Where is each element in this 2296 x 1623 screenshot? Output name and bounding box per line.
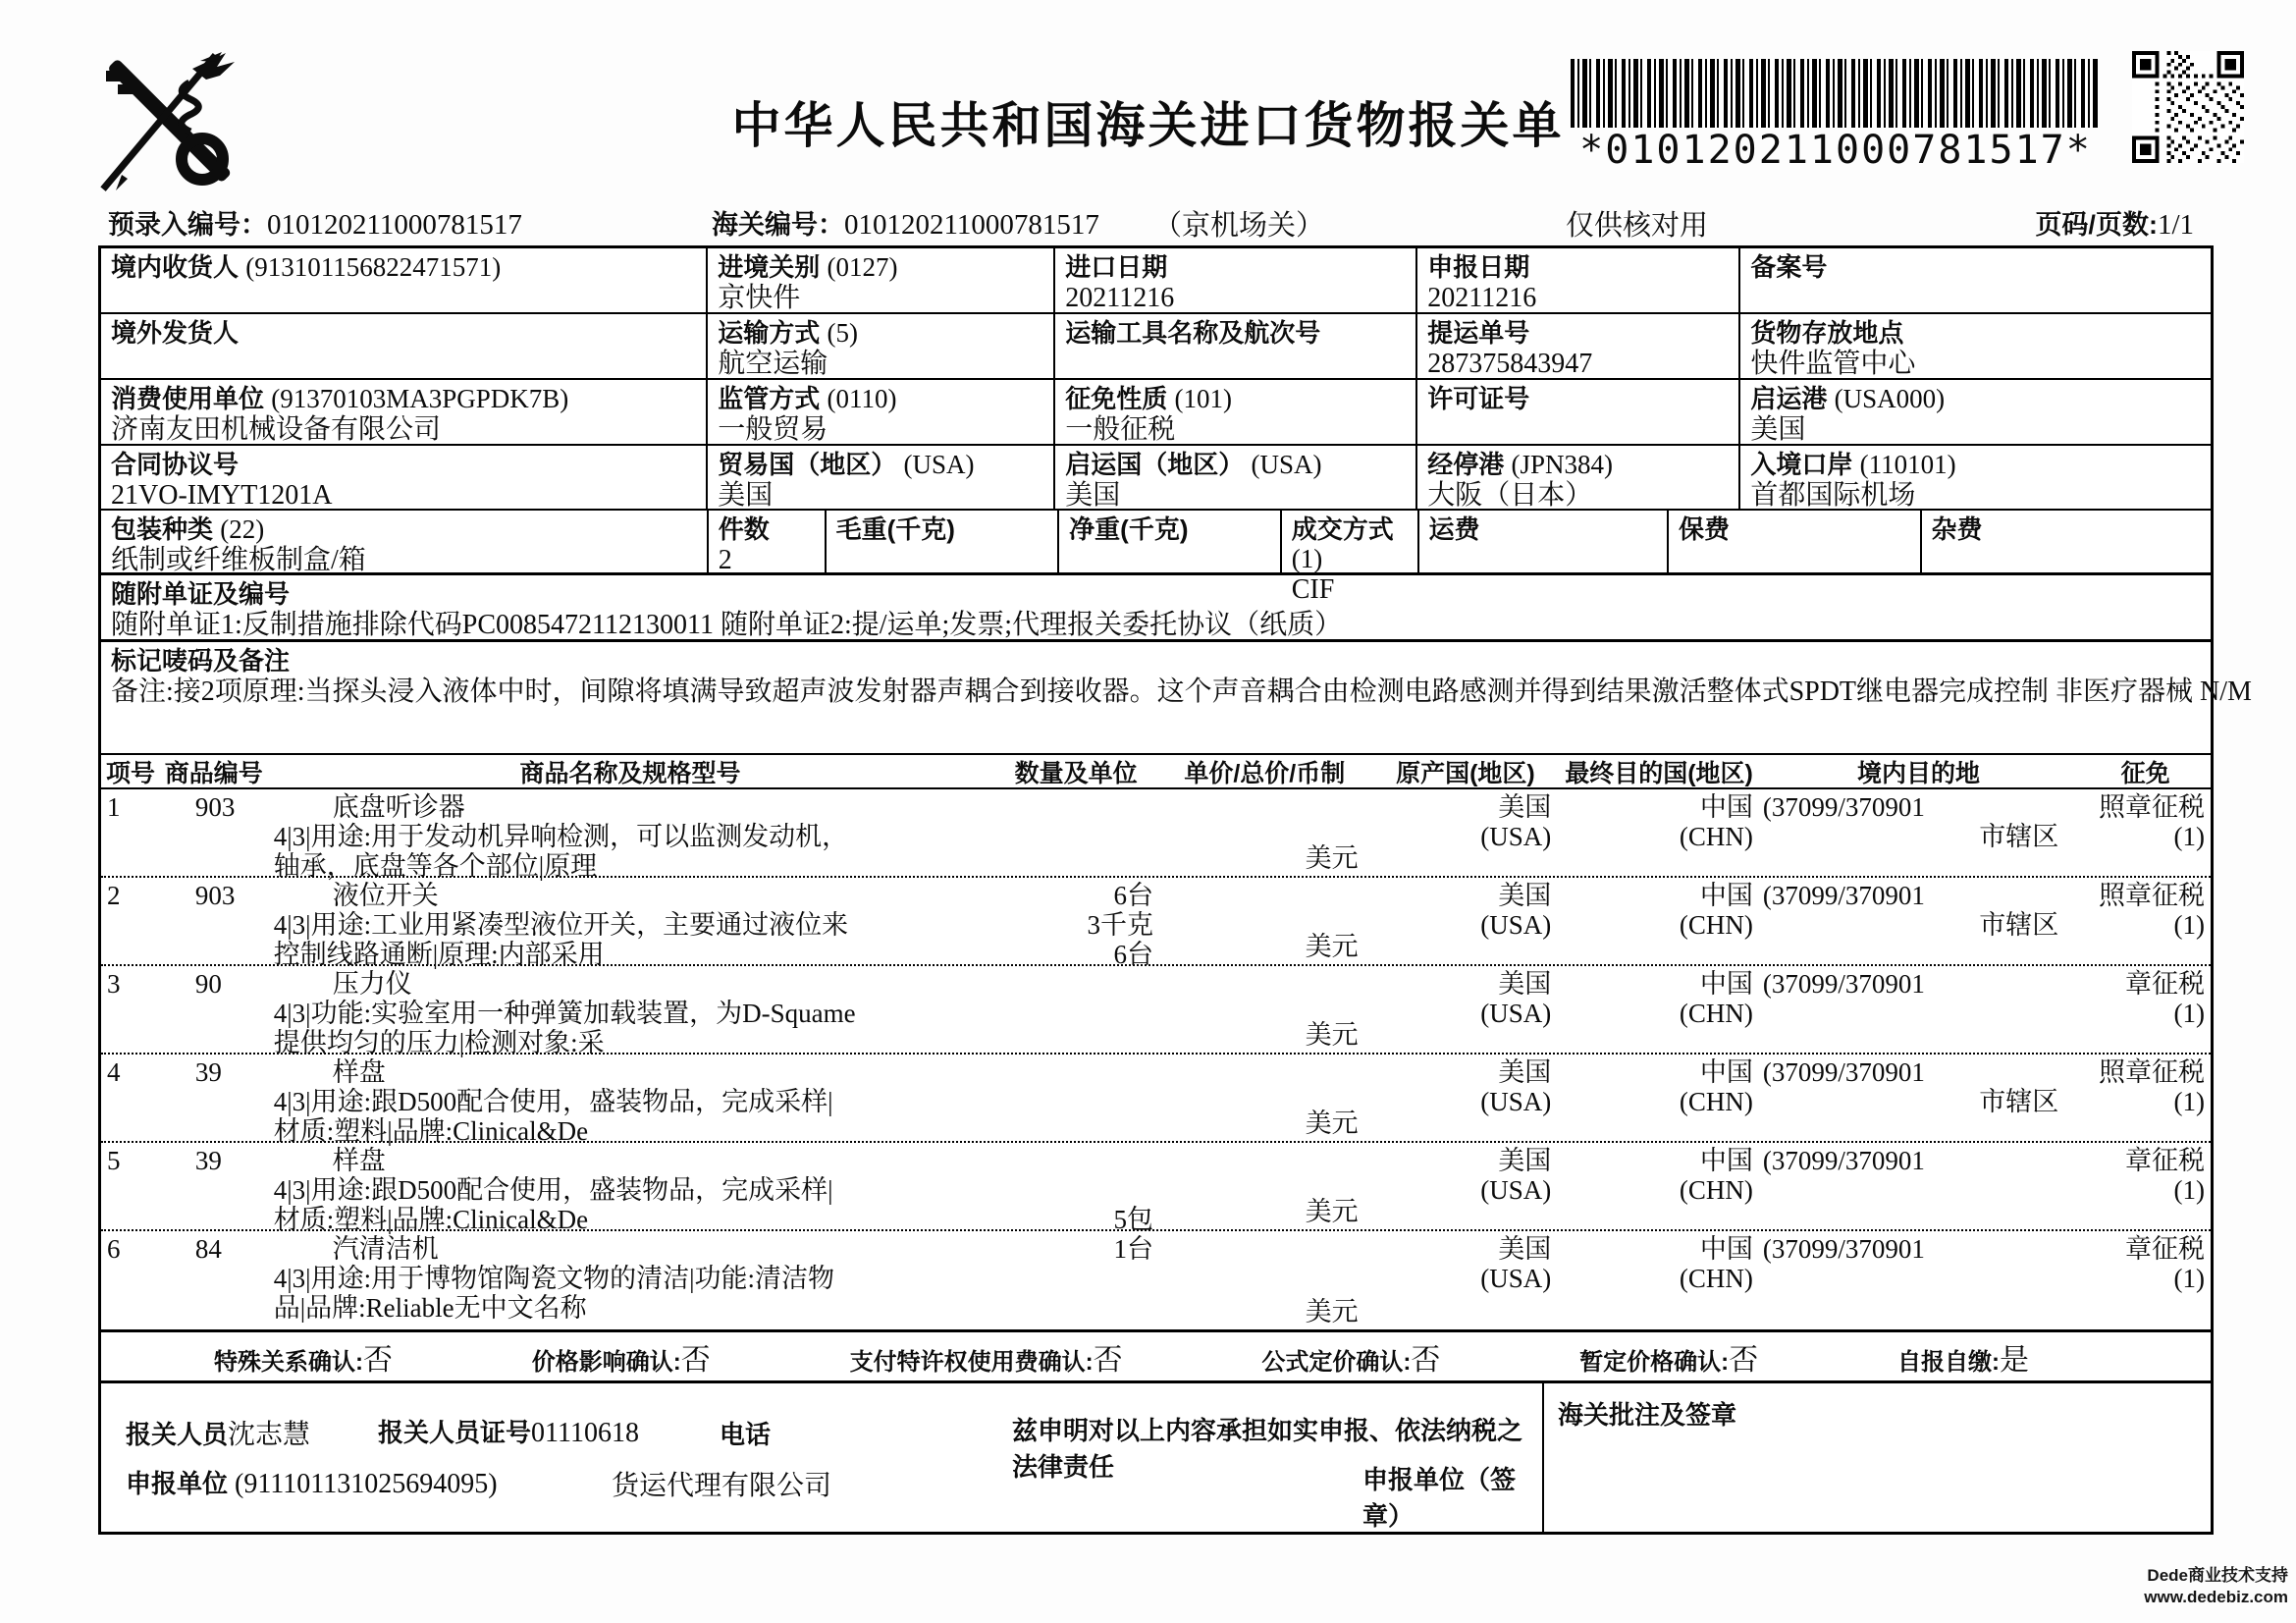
field-transaction-mode-label: 成交方式: [1291, 514, 1394, 544]
field-gross-weight-label: 毛重(千克): [835, 514, 955, 544]
goods-row-1: [101, 789, 2211, 881]
field-entry-port-value: 首都国际机场: [1750, 480, 1916, 511]
goods-origin-code: (USA): [1480, 822, 1552, 851]
field-departure-port-code: (USA000): [1834, 384, 1946, 413]
page-title: 中华人民共和国海关进口货物报关单: [731, 98, 1565, 153]
pre-entry-no: [108, 203, 522, 242]
field-package-type: [101, 511, 709, 575]
goods-qty-line: [998, 1264, 1153, 1293]
goods-no: 6: [107, 1234, 121, 1264]
field-marks-notes-value: 备注:接2项原理:当探头浸入液体中时，间隙将填满导致超声波发射器声耦合到接收器。这个声音耦合由检测电路感测并得到结果激活整体式SPDT继电器完成控制 非医疗器械 N/M: [111, 676, 2252, 707]
field-trade-country-label: 贸易国（地区）: [718, 450, 897, 479]
field-trade-country-value: 美国: [718, 480, 774, 511]
declarant-label: 报关人员: [126, 1420, 229, 1449]
form-row-attached-docs: [101, 575, 2211, 642]
field-declare-date: [1417, 248, 1740, 312]
goods-qty-line: 1台: [1113, 1234, 1153, 1264]
field-levy-nature: [1055, 380, 1417, 444]
goods-currency: 美元: [1305, 932, 1359, 961]
goods-name-line: 4|3|功能:实验室用一种弹簧加载装置，为D-Squame: [273, 999, 856, 1028]
field-marks-notes: [101, 642, 2252, 753]
goods-no: 4: [107, 1057, 121, 1087]
goods-levy-mode: (1): [2173, 1175, 2205, 1205]
customs-notes-cell: [1544, 1383, 2211, 1532]
goods-levy: 照章征税: [2099, 1057, 2205, 1087]
field-entry-port-label: 入境口岸: [1750, 450, 1853, 479]
goods-origin-code: (USA): [1480, 999, 1552, 1028]
goods-dest-country: 中国: [1699, 1146, 1753, 1175]
field-transit-port-label: 经停港: [1427, 450, 1505, 479]
field-contract-no-label: 合同协议号: [111, 450, 240, 479]
field-net-weight-label: 净重(千克): [1069, 514, 1189, 544]
goods-name-line: 底盘听诊器: [332, 792, 465, 822]
field-levy-nature-code: (101): [1174, 384, 1233, 413]
field-contract-no-value: 21VO-IMYT1201A: [111, 480, 333, 511]
goods-dest-country: 中国: [1699, 792, 1753, 822]
goods-levy-mode: (1): [2173, 1087, 2205, 1116]
declarant: [126, 1413, 310, 1452]
goods-header-levy: 征免: [2120, 759, 2170, 787]
customs-no-value: 010120211000781517: [844, 209, 1099, 241]
declaration-statement: 兹申明对以上内容承担如实申报、依法纳税之法律责任: [1012, 1416, 1523, 1482]
page-number: [2035, 203, 2194, 242]
goods-name-line: 压力仪: [332, 969, 412, 999]
field-transport-name-label: 运输工具名称及航次号: [1065, 318, 1321, 348]
field-transport-mode-code: (5): [827, 318, 858, 348]
declaration-form: [98, 245, 2252, 1535]
goods-name-line: 提供均匀的压力|检测对象:采: [273, 1028, 605, 1057]
goods-name-line: 材质:塑料|品牌:Clinical&De: [273, 1205, 589, 1234]
field-transit-port-value: 大阪（日本）: [1427, 480, 1593, 511]
field-transport-mode-value: 航空运输: [718, 349, 828, 379]
goods-qty-line: [998, 1175, 1153, 1205]
goods-origin-code: (USA): [1480, 910, 1552, 940]
field-piece-count-value: 2: [718, 545, 732, 575]
field-attached-docs-value: 随附单证1:反制措施排除代码PC0085472112130011 随附单证2:提/运单;发票;代理报关委托协议（纸质）: [111, 610, 1343, 640]
goods-dest-country: 中国: [1699, 969, 1753, 999]
field-storage-place-label: 货物存放地点: [1750, 318, 1904, 348]
goods-qty-line: 3千克: [1087, 910, 1153, 940]
declarant-name: 沈志慧: [228, 1420, 311, 1450]
declarant-cert: [378, 1413, 639, 1449]
goods-area-city: 市辖区: [1979, 822, 2059, 851]
goods-area-city: [1763, 1175, 2074, 1205]
goods-currency: 美元: [1305, 1109, 1359, 1138]
goods-qty-line: [998, 851, 1153, 881]
goods-dest-code: (CHN): [1679, 1175, 1753, 1205]
field-attached-docs: [101, 575, 2211, 639]
goods-name-line: 品|品牌:Reliable无中文名称: [273, 1293, 587, 1323]
goods-origin-country: 美国: [1498, 881, 1552, 910]
field-contract-no: [101, 446, 708, 509]
form-row-marks-notes: [101, 642, 2252, 755]
confirmation-special-relation: [214, 1335, 393, 1379]
goods-origin-country: 美国: [1498, 792, 1552, 822]
goods-qty-line: [998, 969, 1153, 999]
field-gross-weight: [827, 511, 1060, 572]
field-levy-nature-value: 一般征税: [1065, 414, 1176, 445]
goods-code: 90: [194, 969, 222, 999]
confirmation-value: 否: [1729, 1343, 1759, 1377]
goods-origin-code: (USA): [1480, 1087, 1552, 1116]
goods-qty-line: [998, 1028, 1153, 1057]
goods-name-line: 控制线路通断|原理:内部采用: [273, 940, 605, 969]
field-storage-place-value: 快件监管中心: [1750, 349, 1916, 379]
field-misc-fee-label: 杂费: [1931, 514, 1983, 544]
confirmation-label: 价格影响确认:: [531, 1348, 681, 1376]
watermark: [2144, 1565, 2288, 1608]
goods-dest-code: (CHN): [1679, 1264, 1753, 1293]
field-marks-notes-label: 标记唛码及备注: [111, 646, 291, 676]
goods-area-city: 市辖区: [1979, 1087, 2059, 1116]
form-row-3: [101, 380, 2211, 446]
confirmation-self-declare-pay: [1897, 1335, 2029, 1379]
goods-area-code: (37099/370901: [1762, 969, 1925, 999]
goods-origin-code: (USA): [1480, 1175, 1552, 1205]
goods-dest-country: 中国: [1699, 881, 1753, 910]
goods-levy: 照章征税: [2099, 792, 2205, 822]
goods-row-3: [101, 966, 2211, 1055]
goods-row-6: [101, 1231, 2211, 1332]
confirmation-value: 否: [1411, 1343, 1441, 1377]
watermark-line2: www.dedebiz.com: [2144, 1588, 2288, 1606]
confirmation-provisional-price: [1579, 1335, 1758, 1379]
field-import-date-label: 进口日期: [1065, 252, 1168, 282]
declare-unit-seal: 申报单位（签章）: [1362, 1465, 1517, 1531]
goods-name-line: 4|3|用途:用于博物馆陶瓷文物的清洁|功能:清洁物: [273, 1264, 834, 1293]
field-supervision-mode-code: (0110): [827, 384, 897, 413]
goods-levy: 章征税: [2125, 1146, 2205, 1175]
goods-qty-line: 5包: [1113, 1205, 1153, 1234]
goods-origin-country: 美国: [1498, 1146, 1552, 1175]
field-transaction-mode: [1282, 511, 1419, 605]
goods-area-city: [1763, 1264, 2074, 1293]
customs-no-label: 海关编号：: [712, 210, 844, 240]
field-entry-customs: [708, 248, 1055, 312]
confirmation-value: 否: [680, 1343, 711, 1377]
field-transport-mode-label: 运输方式: [718, 318, 821, 348]
field-trade-country-code: (USA): [903, 450, 975, 479]
footer-section: [101, 1383, 2211, 1532]
field-transaction-mode-value: CIF: [1291, 574, 1335, 605]
field-entry-customs-code: (0127): [827, 252, 898, 282]
field-net-weight: [1059, 511, 1282, 572]
goods-header-origin: 原产国(地区): [1396, 759, 1535, 787]
goods-header-name: 商品名称及规格型号: [519, 759, 741, 787]
field-departure-country: [1055, 446, 1417, 509]
goods-qty-line: 6台: [1113, 881, 1153, 910]
field-piece-count: [709, 511, 827, 575]
goods-qty-line: [998, 1087, 1153, 1116]
customs-no: [712, 203, 1099, 242]
declare-unit-name: 货运代理有限公司: [612, 1471, 832, 1501]
goods-origin-country: 美国: [1498, 969, 1552, 999]
field-misc-fee: [1922, 511, 2211, 572]
field-departure-port-label: 启运港: [1750, 384, 1828, 413]
confirmation-label: 自报自缴:: [1896, 1348, 2000, 1376]
barcode: [1571, 59, 2099, 128]
field-departure-port-value: 美国: [1750, 414, 1806, 445]
goods-qty-line: [998, 792, 1153, 822]
field-transaction-mode-code: (1): [1291, 544, 1323, 573]
qr-code-icon: [2132, 51, 2244, 168]
pre-entry-value: 010120211000781517: [267, 209, 522, 241]
phone-label: 电话: [720, 1420, 772, 1449]
goods-no: 3: [107, 969, 121, 999]
field-departure-country-label: 启运国（地区）: [1065, 450, 1245, 479]
goods-origin-country: 美国: [1498, 1234, 1552, 1264]
goods-name-line: 4|3|用途:跟D500配合使用，盛装物品，完成采样|: [273, 1087, 833, 1116]
field-attached-docs-label: 随附单证及编号: [111, 579, 291, 609]
goods-dest-country: 中国: [1699, 1057, 1753, 1087]
field-bill-no-value: 287375843947: [1427, 349, 1593, 379]
goods-origin-country: 美国: [1498, 1057, 1552, 1087]
field-insurance: [1669, 511, 1922, 572]
field-transit-port: [1417, 446, 1740, 509]
declarant-cert-label: 报关人员证号: [378, 1418, 532, 1447]
goods-name-line: 样盘: [332, 1146, 386, 1175]
field-transport-name: [1055, 314, 1417, 378]
goods-name-line: 4|3|用途:跟D500配合使用，盛装物品，完成采样|: [273, 1175, 833, 1205]
goods-header-price: 单价/总价/币制: [1184, 759, 1346, 787]
goods-code: 39: [194, 1146, 222, 1175]
goods-area-city: 市辖区: [1979, 910, 2059, 940]
field-supervision-mode-label: 监管方式: [718, 384, 821, 413]
goods-name-line: 汽清洁机: [332, 1234, 439, 1264]
field-departure-port: [1740, 380, 2211, 444]
field-record-no-label: 备案号: [1750, 252, 1828, 282]
watermark-line1: Dede商业技术支持: [2147, 1566, 2288, 1585]
goods-currency: 美元: [1305, 1297, 1359, 1326]
field-transport-mode: [708, 314, 1055, 378]
goods-levy: 照章征税: [2099, 881, 2205, 910]
goods-area-code: (37099/370901: [1762, 1146, 1925, 1175]
field-consumer-unit-code: (91370103MA3PGPDK7B): [271, 384, 569, 413]
field-package-type-value: 纸制或纤维板制盒/箱: [111, 545, 366, 575]
confirmation-label: 暂定价格确认:: [1579, 1348, 1730, 1376]
check-note: 仅供核对用: [1566, 210, 1709, 242]
field-overseas-shipper: [101, 314, 708, 378]
field-trade-country: [708, 446, 1055, 509]
confirmation-label: 公式定价确认:: [1261, 1348, 1412, 1376]
goods-area-city: [1763, 999, 2074, 1028]
goods-qty-line: [998, 822, 1153, 851]
goods-levy-mode: (1): [2173, 910, 2205, 940]
goods-code: 903: [194, 792, 236, 822]
pre-entry-label: 预录入编号：: [108, 210, 267, 240]
field-freight: [1419, 511, 1670, 572]
goods-currency: 美元: [1305, 1020, 1359, 1050]
goods-name-line: 材质:塑料|品牌:Clinical&De: [273, 1116, 589, 1146]
goods-header-code: 商品编号: [164, 759, 263, 787]
field-consignee: [101, 248, 708, 312]
goods-area-code: (37099/370901: [1762, 1057, 1925, 1087]
field-levy-nature-label: 征免性质: [1065, 384, 1168, 413]
field-entry-port: [1740, 446, 2211, 509]
goods-qty-line: 6台: [1113, 940, 1153, 969]
form-row-2: [101, 314, 2211, 380]
declare-unit-label: 申报单位: [126, 1469, 229, 1498]
field-storage-place: [1740, 314, 2211, 378]
goods-dest-code: (CHN): [1679, 999, 1753, 1028]
goods-qty-line: [998, 1116, 1153, 1146]
goods-qty-line: [998, 999, 1153, 1028]
confirmation-value: 否: [363, 1343, 393, 1377]
confirmation-label: 支付特许权使用费确认:: [849, 1348, 1094, 1376]
goods-dest-code: (CHN): [1679, 1087, 1753, 1116]
declarant-cert-no: 01110618: [531, 1418, 639, 1448]
goods-row-2: [101, 878, 2211, 969]
field-consumer-unit-value: 济南友田机械设备有限公司: [111, 414, 442, 445]
goods-code: 903: [194, 881, 236, 910]
goods-levy-mode: (1): [2173, 1264, 2205, 1293]
field-import-date-value: 20211216: [1065, 283, 1175, 313]
goods-name-line: 轴承，底盘等各个部位|原理: [273, 851, 598, 881]
customs-notes-label: 海关批注及签章: [1558, 1400, 1737, 1430]
goods-header-dest-country: 最终目的国(地区): [1565, 759, 1753, 787]
goods-name-line: 样盘: [332, 1057, 386, 1087]
goods-no: 1: [107, 792, 121, 822]
confirmations-row: [101, 1332, 2211, 1383]
goods-name-line: 4|3|用途:用于发动机异响检测，可以监测发动机，: [273, 822, 849, 851]
goods-qty-line: [998, 1146, 1153, 1175]
field-package-type-code: (22): [220, 514, 265, 544]
customs-office: （京机场关）: [1153, 210, 1325, 242]
field-bill-no-label: 提运单号: [1427, 318, 1530, 348]
field-declare-date-value: 20211216: [1427, 283, 1537, 313]
field-import-date: [1055, 248, 1417, 312]
form-row-4: [101, 446, 2211, 511]
field-bill-no: [1417, 314, 1740, 378]
confirmation-formula-pricing: [1261, 1335, 1440, 1379]
field-entry-port-code: (110101): [1859, 450, 1956, 479]
goods-levy: 章征税: [2125, 969, 2205, 999]
goods-currency: 美元: [1305, 1197, 1359, 1226]
field-freight-label: 运费: [1428, 514, 1480, 544]
confirmation-royalty-payment: [850, 1335, 1123, 1379]
goods-no: 5: [107, 1146, 121, 1175]
goods-row-5: [101, 1143, 2211, 1234]
goods-row-4: [101, 1055, 2211, 1146]
goods-dest-country: 中国: [1699, 1234, 1753, 1264]
barcode-text: *010120211000781517*: [1579, 128, 2092, 173]
goods-header-dest-area: 境内目的地: [1857, 759, 1981, 787]
field-departure-country-value: 美国: [1065, 480, 1121, 511]
field-license-no: [1417, 380, 1740, 444]
goods-name-line: 4|3|用途:工业用紧凑型液位开关，主要通过液位来: [273, 910, 849, 940]
goods-qty-line: [998, 1057, 1153, 1087]
goods-area-code: (37099/370901: [1762, 1234, 1925, 1264]
goods-header-qty: 数量及单位: [1014, 759, 1138, 787]
field-overseas-shipper-label: 境外发货人: [111, 318, 240, 348]
page-number-value: 1/1: [2157, 209, 2194, 241]
declare-unit: [126, 1464, 498, 1500]
declarant-cell: [101, 1383, 1544, 1532]
field-supervision-mode: [708, 380, 1055, 444]
field-piece-count-label: 件数: [718, 514, 770, 544]
confirmation-value: 否: [1093, 1343, 1123, 1377]
goods-header-no: 项号: [105, 759, 155, 787]
field-supervision-mode-value: 一般贸易: [718, 414, 828, 445]
goods-levy-mode: (1): [2173, 999, 2205, 1028]
confirmation-value: 是: [1999, 1343, 2029, 1377]
field-consignee-code: (913101156822471571): [245, 252, 502, 282]
goods-levy-mode: (1): [2173, 822, 2205, 851]
form-row-1: [101, 248, 2211, 314]
goods-name-line: 液位开关: [332, 881, 439, 910]
field-license-no-label: 许可证号: [1427, 384, 1530, 413]
page-number-label: 页码/页数:: [2035, 210, 2158, 240]
field-consignee-label: 境内收货人: [111, 252, 240, 282]
field-declare-date-label: 申报日期: [1427, 252, 1530, 282]
goods-origin-code: (USA): [1480, 1264, 1552, 1293]
goods-area-code: (37099/370901: [1762, 881, 1925, 910]
field-consumer-unit: [101, 380, 708, 444]
field-transit-port-code: (JPN384): [1511, 450, 1614, 479]
goods-dest-code: (CHN): [1679, 822, 1753, 851]
goods-no: 2: [107, 881, 121, 910]
confirmation-label: 特殊关系确认:: [214, 1348, 363, 1376]
goods-code: 84: [194, 1234, 222, 1264]
goods-dest-code: (CHN): [1679, 910, 1753, 940]
goods-code: 39: [194, 1057, 222, 1087]
goods-levy: 章征税: [2125, 1234, 2205, 1264]
goods-qty-line: [998, 1293, 1153, 1323]
confirmation-price-influence: [532, 1335, 711, 1379]
goods-currency: 美元: [1305, 843, 1359, 873]
field-departure-country-code: (USA): [1251, 450, 1322, 479]
goods-table-header: [101, 755, 2211, 789]
field-entry-customs-value: 京快件: [718, 283, 801, 313]
field-insurance-label: 保费: [1679, 514, 1731, 544]
field-entry-customs-label: 进境关别: [718, 252, 821, 282]
field-package-type-label: 包装种类: [111, 514, 214, 544]
field-consumer-unit-label: 消费使用单位: [111, 384, 265, 413]
declare-unit-code: (911101131025694095): [235, 1469, 498, 1499]
goods-area-code: (37099/370901: [1762, 792, 1925, 822]
field-record-no: [1740, 248, 2211, 312]
